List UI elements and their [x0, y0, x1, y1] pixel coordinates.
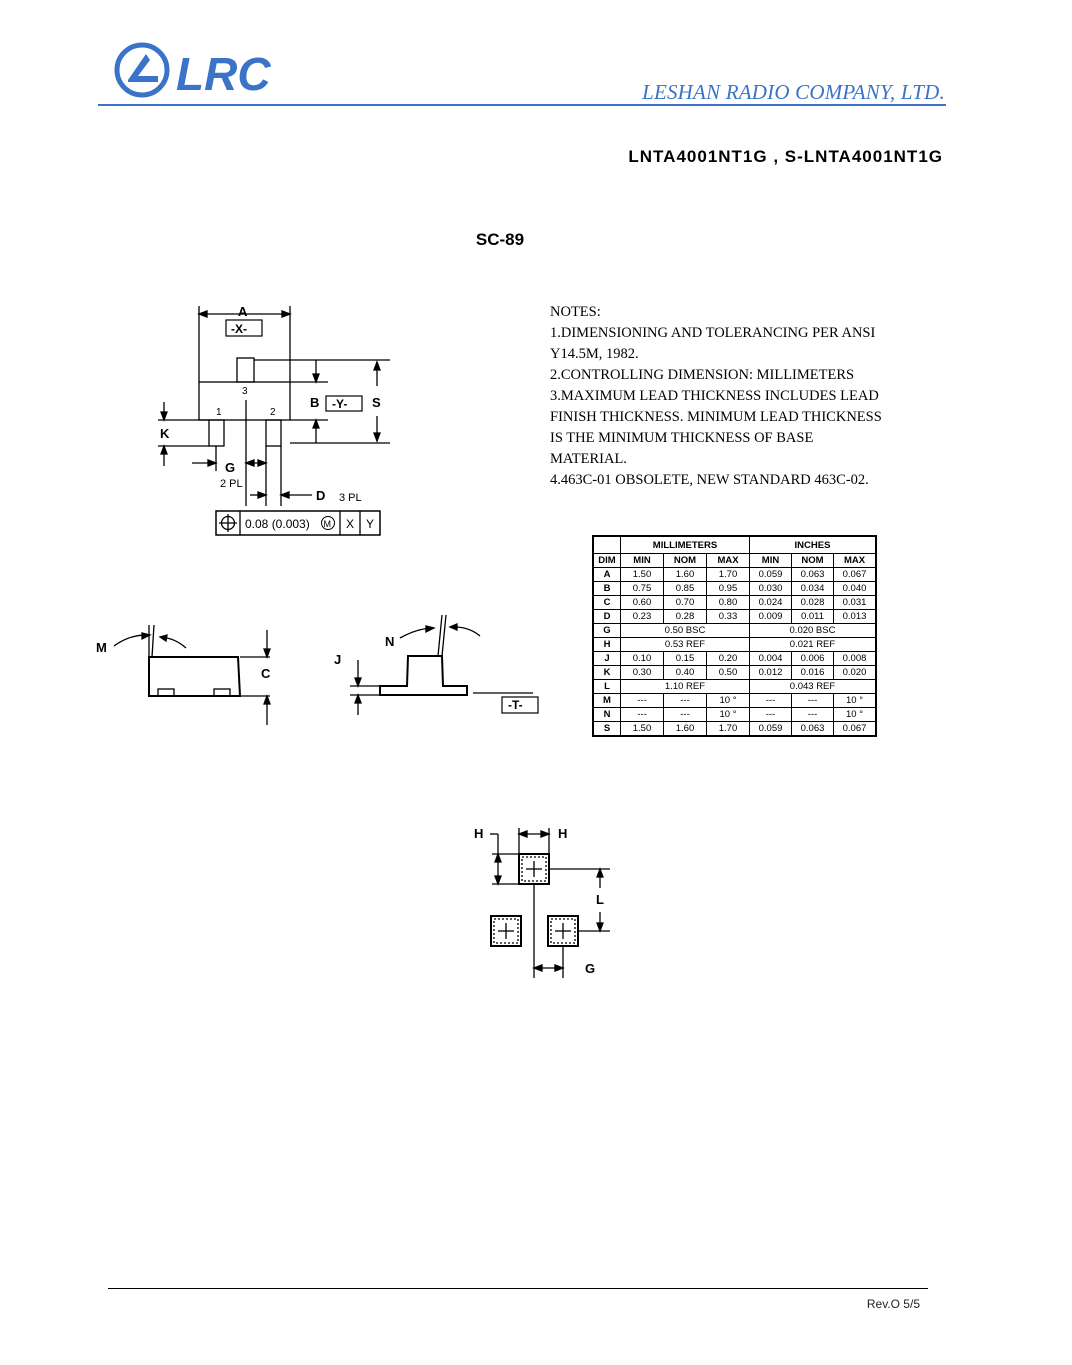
label-g-footprint: G	[585, 961, 596, 976]
dimension-table	[592, 535, 877, 737]
table-cell: 0.80	[707, 596, 750, 610]
table-row	[593, 568, 876, 582]
table-cell: 0.28	[664, 610, 707, 624]
label-k: K	[160, 426, 170, 441]
table-cell: 0.059	[750, 722, 792, 737]
dim-cell: H	[593, 638, 621, 652]
table-cell: 0.059	[750, 568, 792, 582]
notes-line: 1.DIMENSIONING AND TOLERANCING PER ANSI	[550, 325, 876, 341]
revision-label: Rev.O 5/5	[866, 1297, 920, 1311]
pin-1-label: 1	[216, 407, 222, 418]
dim-cell: L	[593, 680, 621, 694]
table-cell: ---	[621, 694, 664, 708]
table-cell: 0.008	[834, 652, 877, 666]
table-cell: 1.70	[707, 722, 750, 737]
table-cell: ---	[750, 708, 792, 722]
table-cell: 0.006	[792, 652, 834, 666]
table-cell: 0.40	[664, 666, 707, 680]
table-cell: 0.016	[792, 666, 834, 680]
column-header: MIN	[750, 554, 792, 568]
lead-1	[209, 420, 224, 446]
datum-y: -Y-	[332, 397, 348, 411]
package-name: SC-89	[475, 230, 525, 249]
table-cell-merged: 0.043 REF	[750, 680, 877, 694]
end-body	[380, 656, 467, 695]
table-cell: 0.034	[792, 582, 834, 596]
datum-t: -T-	[508, 698, 523, 712]
table-cell: 0.75	[621, 582, 664, 596]
dim-cell: G	[593, 624, 621, 638]
mmc-symbol: M	[323, 519, 331, 529]
table-row	[593, 680, 876, 694]
datum-x: -X-	[231, 322, 247, 336]
pin-2-label: 2	[270, 407, 276, 418]
table-cell: 1.60	[664, 568, 707, 582]
table-cell: 0.70	[664, 596, 707, 610]
column-header: DIM	[593, 554, 621, 568]
label-a: A	[238, 304, 248, 319]
dim-cell: C	[593, 596, 621, 610]
table-row	[593, 638, 876, 652]
header-rule	[98, 104, 946, 106]
label-h-top: H	[558, 826, 568, 841]
table-cell: 0.040	[834, 582, 877, 596]
label-2pl: 2 PL	[220, 478, 243, 490]
company-name: LESHAN RADIO COMPANY, LTD.	[642, 80, 945, 104]
table-cell: 0.063	[792, 722, 834, 737]
table-cell: 0.50	[707, 666, 750, 680]
table-cell: 0.024	[750, 596, 792, 610]
table-row	[593, 694, 876, 708]
group-header-in: INCHES	[750, 536, 877, 554]
dim-cell: N	[593, 708, 621, 722]
table-cell: 0.95	[707, 582, 750, 596]
table-cell: 10 °	[834, 708, 877, 722]
table-cell: 1.50	[621, 722, 664, 737]
table-cell-merged: 0.020 BSC	[750, 624, 877, 638]
table-row	[593, 666, 876, 680]
table-cell: 0.15	[664, 652, 707, 666]
table-cell: 1.60	[664, 722, 707, 737]
datum-ref-x: X	[346, 517, 355, 531]
notes-line: FINISH THICKNESS. MINIMUM LEAD THICKNESS	[550, 409, 882, 425]
label-h-left: H	[474, 826, 484, 841]
table-cell: 0.067	[834, 568, 877, 582]
part-title: LNTA4001NT1G , S-LNTA4001NT1G	[628, 147, 943, 166]
tolerance-value: 0.08 (0.003)	[245, 517, 310, 531]
dim-cell: B	[593, 582, 621, 596]
table-cell: 0.23	[621, 610, 664, 624]
label-j: J	[334, 652, 342, 667]
label-3pl: 3 PL	[339, 492, 362, 504]
table-row	[593, 610, 876, 624]
side-view-drawing	[90, 620, 290, 730]
end-view-drawing	[330, 610, 550, 720]
column-header: MIN	[621, 554, 664, 568]
label-g: G	[225, 460, 236, 475]
table-cell-merged: 0.021 REF	[750, 638, 877, 652]
table-cell: 0.33	[707, 610, 750, 624]
table-cell: 0.009	[750, 610, 792, 624]
table-cell: 10 °	[834, 694, 877, 708]
dim-cell: A	[593, 568, 621, 582]
lead-2	[266, 420, 281, 446]
table-cell: 0.60	[621, 596, 664, 610]
label-n: N	[385, 634, 395, 649]
table-row	[593, 624, 876, 638]
notes-line: 2.CONTROLLING DIMENSION: MILLIMETERS	[550, 367, 855, 383]
notes-line: Y14.5M, 1982.	[550, 346, 639, 362]
table-cell: 0.030	[750, 582, 792, 596]
notes-line: 4.463C-01 OBSOLETE, NEW STANDARD 463C-02.	[550, 472, 869, 488]
label-d: D	[316, 488, 326, 503]
table-body	[593, 568, 876, 737]
table-cell: 0.10	[621, 652, 664, 666]
table-row	[593, 582, 876, 596]
table-cell: 0.063	[792, 568, 834, 582]
table-cell: 0.011	[792, 610, 834, 624]
table-cell: ---	[792, 708, 834, 722]
table-cell: 0.012	[750, 666, 792, 680]
table-cell-merged: 0.53 REF	[621, 638, 750, 652]
column-header: MAX	[834, 554, 877, 568]
notes-line: NOTES:	[550, 304, 601, 320]
group-header-mm: MILLIMETERS	[621, 536, 750, 554]
lead-3	[237, 358, 254, 382]
table-cell: 10 °	[707, 694, 750, 708]
dim-cell: J	[593, 652, 621, 666]
dim-cell: K	[593, 666, 621, 680]
table-cell: ---	[621, 708, 664, 722]
table-cell: 0.004	[750, 652, 792, 666]
side-body	[149, 657, 240, 696]
table-cell: 0.013	[834, 610, 877, 624]
table-cell: ---	[750, 694, 792, 708]
table-cell: ---	[664, 694, 707, 708]
table-cell: ---	[792, 694, 834, 708]
table-cell: 0.020	[834, 666, 877, 680]
table-row	[593, 596, 876, 610]
table-cell: 0.85	[664, 582, 707, 596]
label-b: B	[310, 395, 320, 410]
table-cell: 10 °	[707, 708, 750, 722]
table-row	[593, 708, 876, 722]
datum-ref-y: Y	[366, 517, 375, 531]
table-cell-merged: 1.10 REF	[621, 680, 750, 694]
table-cell-merged: 0.50 BSC	[621, 624, 750, 638]
dim-cell: D	[593, 610, 621, 624]
table-cell: 1.50	[621, 568, 664, 582]
table-cell: 0.067	[834, 722, 877, 737]
label-m: M	[96, 640, 107, 655]
table-cell: 1.70	[707, 568, 750, 582]
notes-line: IS THE MINIMUM THICKNESS OF BASE	[550, 430, 814, 446]
pin-3-label: 3	[242, 386, 248, 397]
column-header: NOM	[792, 554, 834, 568]
footprint-drawing	[470, 820, 620, 985]
label-l: L	[596, 892, 604, 907]
notes-line: 3.MAXIMUM LEAD THICKNESS INCLUDES LEAD	[550, 388, 879, 404]
dim-cell: S	[593, 722, 621, 737]
column-header: MAX	[707, 554, 750, 568]
table-row	[593, 652, 876, 666]
table-cell: ---	[664, 708, 707, 722]
column-header: NOM	[664, 554, 707, 568]
table-cell: 0.20	[707, 652, 750, 666]
logo-text: LRC	[176, 48, 271, 98]
table-cell: 0.031	[834, 596, 877, 610]
notes-line: MATERIAL.	[550, 451, 627, 467]
label-s: S	[372, 395, 381, 410]
table-cell: 0.028	[792, 596, 834, 610]
lrc-logo	[114, 42, 294, 98]
table-cell: 0.30	[621, 666, 664, 680]
label-c: C	[261, 666, 271, 681]
table-corner	[593, 536, 621, 554]
table-row	[593, 722, 876, 737]
notes-block	[550, 302, 930, 491]
top-view-drawing	[150, 296, 400, 546]
footer-rule	[108, 1288, 928, 1289]
dim-cell: M	[593, 694, 621, 708]
